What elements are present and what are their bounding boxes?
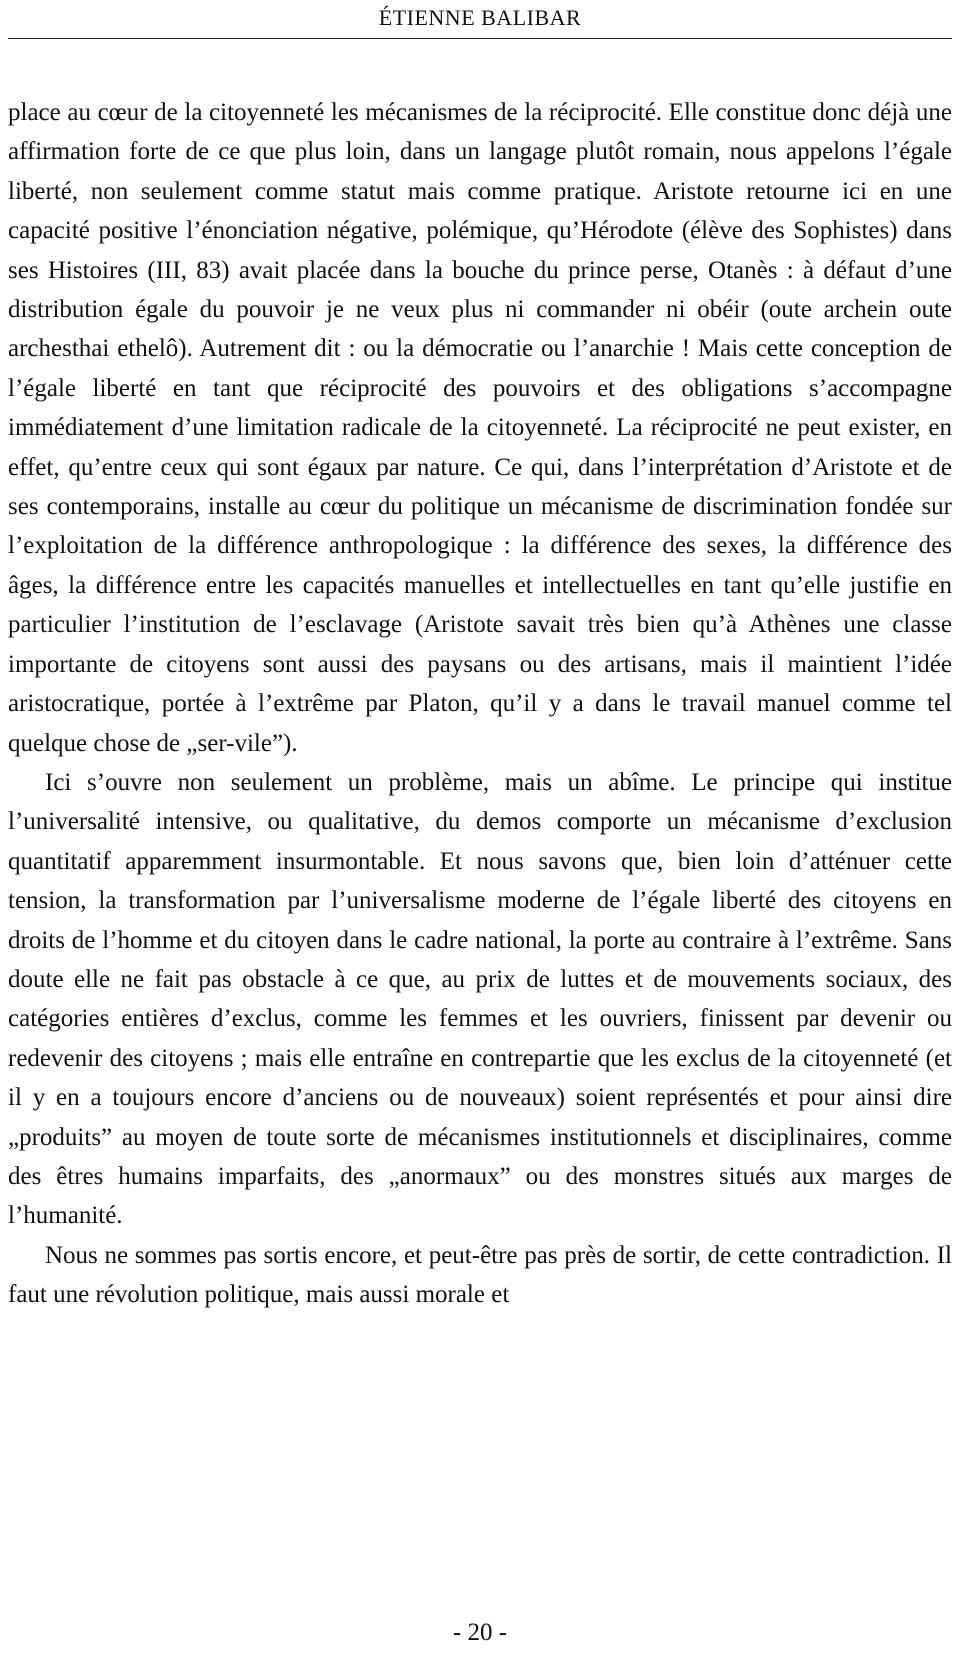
- running-header: ÉTIENNE BALIBAR: [378, 5, 582, 30]
- paragraph-1: place au cœur de la citoyenneté les mécanismes de la réciprocité. Elle constitue donc déjà une affirmation forte de ce que plus loin, dans un langage plutôt romain, nous appelons l’égale liberté, non seulement comme statut mais comme pratique. Aristote retourne ici en une capacité positive l’énonciation négative, polémique, qu’Hérodote (élève des Sophistes) dans ses Histoires (III, 83) avait placée dans la bouche du prince perse, Otanès : à défaut d’une distribution égale du pouvoir je ne veux plus ni commander ni obéir (oute archein oute archesthai ethelô). Autrement dit : ou la démocratie ou l’anarchie ! Mais cette conception de l’égale liberté en tant que réciprocité des pouvoirs et des obligations s’accompagne immédiatement d’une limitation radicale de la citoyenneté. La réciprocité ne peut exister, en effet, qu’entre ceux qui sont égaux par nature. Ce qui, dans l’interprétation d’Aristote et de ses contemporains, installe au cœur du politique un mécanisme de discrimination fondée sur l’exploitation de la différence anthropologique : la différence des sexes, la différence des âges, la différence entre les capacités manuelles et intellectuelles en tant qu’elle justifie en particulier l’institution de l’esclavage (Aristote savait très bien qu’à Athènes une classe importante de citoyens sont aussi des paysans ou des artisans, mais il maintient l’idée aristocratique, portée à l’extrême par Platon, qu’il y a dans le travail manuel comme tel quelque chose de „ser-vile”).: [8, 99, 952, 757]
- paragraph-3: Nous ne sommes pas sortis encore, et peut-être pas près de sortir, de cette contradiction. Il faut une révolution politique, mais aussi morale et: [8, 1241, 952, 1309]
- page-number: - 20 -: [452, 1619, 508, 1646]
- header-rule: [8, 38, 952, 39]
- body-text: [8, 93, 952, 1315]
- paragraph-2: Ici s’ouvre non seulement un problème, mais un abîme. Le principe qui institue l’universalité intensive, ou qualitative, du demos comporte un mécanisme d’exclusion quantitatif apparemment insurmontable. Et nous savons que, bien loin d’atténuer cette tension, la transformation par l’universalisme moderne de l’égale liberté des citoyens en droits de l’homme et du citoyen dans le cadre national, la porte au contraire à l’extrême. Sans doute elle ne fait pas obstacle à ce que, au prix de luttes et de mouvements sociaux, des catégories entières d’exclus, comme les femmes et les ouvriers, finissent par devenir ou redevenir des citoyens ; mais elle entraîne en contrepartie que les exclus de la citoyenneté (et il y en a toujours encore d’anciens ou de nouveaux) soient représentés et pour ainsi dire „produits” au moyen de toute sorte de mécanismes institutionnels et disciplinaires, comme des êtres humains imparfaits, des „anormaux” ou des monstres situés aux marges de l’humanité.: [8, 768, 952, 1230]
